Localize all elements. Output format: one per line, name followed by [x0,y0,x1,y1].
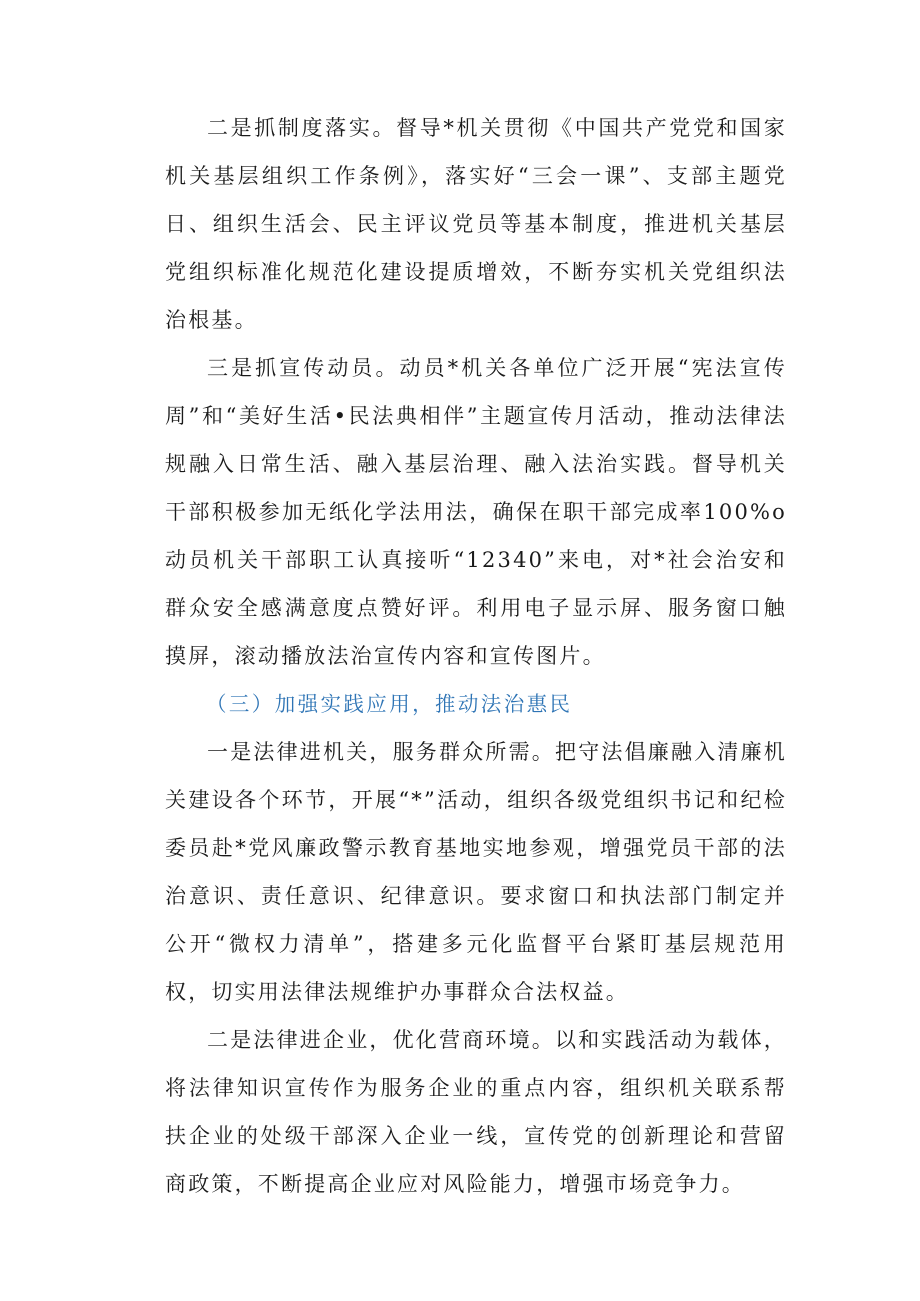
paragraph-publicity-mobilization: 三是抓宣传动员。动员*机关各单位广泛开展“宪法宣传周”和“美好生活•民法典相伴”主题宣传月活动，推动法律法规融入日常生活、融入基层治理、融入法治实践。督导机关干部积极参加无纸化学法用法，确保在职干部完成率100%o动员机关干部职工认真接听“12340”来电，对*社会治安和群众安全感满意度点赞好评。利用电子显示屏、服务窗口触摸屏，滚动播放法治宣传内容和宣传图片。 [165,356,787,668]
section-heading: （三）加强实践应用，推动法治惠民 [206,692,573,716]
paragraph-law-into-agencies: 一是法律进机关，服务群众所需。把守法倡廉融入清廉机关建设各个环节，开展“*”活动，组织各级党组织书记和纪检委员赴*党风廉政警示教育基地实地参观，增强党员干部的法治意识、责任意识、纪律意识。要求窗口和执法部门制定并公开“微权力清单”，搭建多元化监督平台紧盯基层规范用权，切实用法律法规维护办事群众合法权益。 [165,740,787,1004]
paragraph-law-into-enterprises: 二是法律进企业，优化营商环境。以和实践活动为载体，将法律知识宣传作为服务企业的重点内容，组织机关联系帮扶企业的处级干部深入企业一线，宣传党的创新理论和营留商政策，不断提高企业应对风险能力，增强市场竞争力。 [165,1028,787,1196]
document-page [165,104,787,1208]
paragraph-institution-implementation: 二是抓制度落实。督导*机关贯彻《中国共产党党和国家机关基层组织工作条例》，落实好“三会一课”、支部主题党日、组织生活会、民主评议党员等基本制度，推进机关基层党组织标准化规范化建设提质增效，不断夯实机关党组织法治根基。 [165,116,787,332]
